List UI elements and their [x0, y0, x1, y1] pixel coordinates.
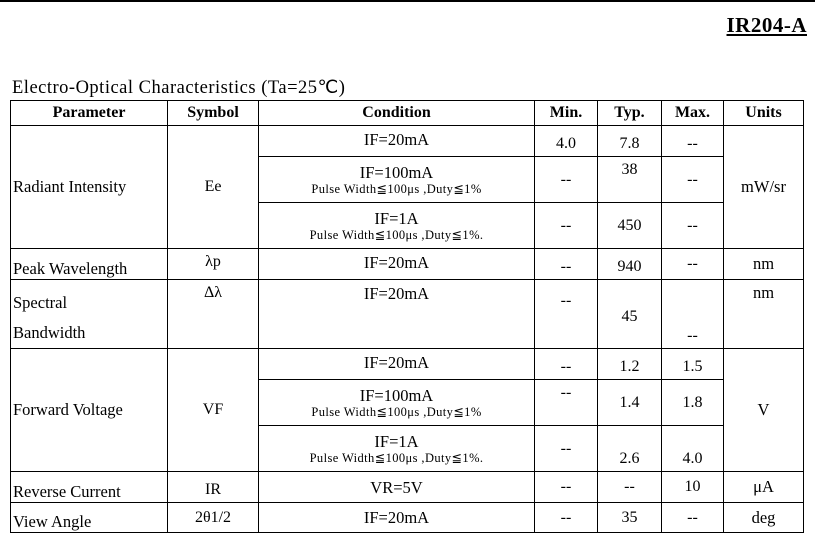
typ-cell: 45	[598, 280, 662, 349]
condition-sub: Pulse Width≦100μs ,Duty≦1%	[311, 404, 482, 419]
param-peak-wavelength: Peak Wavelength	[11, 249, 168, 280]
typ-cell: 38	[598, 157, 662, 203]
condition-cell	[259, 157, 535, 203]
units-v: V	[724, 349, 804, 472]
min-cell: --	[535, 203, 598, 249]
symbol-2theta: 2θ1/2	[168, 503, 259, 533]
symbol-ee: Ee	[168, 126, 259, 249]
units-nm: nm	[724, 249, 804, 280]
max-cell: 4.0	[662, 426, 724, 472]
typ-cell: --	[598, 472, 662, 503]
min-cell: --	[535, 157, 598, 203]
condition-main: IF=20mA	[363, 253, 430, 272]
param-forward-voltage: Forward Voltage	[11, 349, 168, 472]
table-row	[11, 249, 804, 280]
units-mw-sr: mW/sr	[724, 126, 804, 249]
symbol-ir: IR	[168, 472, 259, 503]
typ-cell: 940	[598, 249, 662, 280]
top-rule	[0, 0, 815, 2]
header-max: Max.	[662, 101, 724, 126]
max-cell: --	[662, 280, 724, 349]
symbol-delta-lambda: Δλ	[168, 280, 259, 349]
min-cell: --	[535, 472, 598, 503]
condition-cell	[259, 349, 535, 380]
units-ua: μA	[724, 472, 804, 503]
min-cell: --	[535, 249, 598, 280]
condition-main: IF=1A	[374, 208, 419, 228]
symbol-lambda-p: λp	[168, 249, 259, 280]
condition-main: IF=100mA	[359, 162, 434, 182]
max-cell: --	[662, 157, 724, 203]
condition-main: IF=20mA	[363, 130, 430, 149]
typ-cell: 450	[598, 203, 662, 249]
part-number: IR204-A	[726, 13, 807, 37]
condition-main: VR=5V	[370, 477, 423, 497]
param-view-angle: View Angle	[11, 503, 168, 533]
typ-cell: 7.8	[598, 126, 662, 157]
table-row	[11, 280, 804, 349]
table-row	[11, 349, 804, 380]
symbol-text: VF	[202, 401, 224, 418]
header-min: Min.	[535, 101, 598, 126]
condition-main: IF=1A	[374, 431, 419, 451]
condition-main: IF=20mA	[363, 508, 430, 527]
electro-optical-table	[10, 100, 804, 533]
header-row	[11, 101, 804, 126]
condition-main: IF=20mA	[363, 284, 430, 303]
condition-cell	[259, 203, 535, 249]
condition-cell	[259, 126, 535, 157]
typ-cell: 2.6	[598, 426, 662, 472]
typ-cell: 1.2	[598, 349, 662, 380]
param-radiant-intensity: Radiant Intensity	[11, 126, 168, 249]
param-spectral-bandwidth	[11, 280, 168, 349]
max-cell: 1.8	[662, 380, 724, 426]
header-symbol: Symbol	[168, 101, 259, 126]
table-row	[11, 126, 804, 157]
max-cell: --	[662, 203, 724, 249]
units-deg: deg	[724, 503, 804, 533]
condition-sub: Pulse Width≦100μs ,Duty≦1%.	[309, 450, 484, 465]
symbol-vf	[168, 349, 259, 472]
header-units: Units	[724, 101, 804, 126]
condition-cell	[259, 249, 535, 280]
param-line-2: Bandwidth	[13, 323, 86, 342]
min-cell: --	[535, 380, 598, 426]
condition-sub: Pulse Width≦100μs ,Duty≦1%.	[309, 227, 484, 242]
header-parameter: Parameter	[11, 101, 168, 126]
param-line-1: Spectral	[13, 293, 68, 312]
param-reverse-current: Reverse Current	[11, 472, 168, 503]
min-cell: 4.0	[535, 126, 598, 157]
typ-cell: 1.4	[598, 380, 662, 426]
table-row	[11, 472, 804, 503]
condition-cell	[259, 280, 535, 349]
condition-cell	[259, 380, 535, 426]
units-nm: nm	[724, 280, 804, 349]
max-cell: 10	[662, 472, 724, 503]
table-row	[11, 503, 804, 533]
min-cell: --	[535, 426, 598, 472]
condition-cell	[259, 503, 535, 533]
min-cell: --	[535, 349, 598, 380]
typ-cell: 35	[598, 503, 662, 533]
section-title: Electro-Optical Characteristics (Ta=25℃)	[12, 78, 346, 98]
header-typ: Typ.	[598, 101, 662, 126]
condition-cell	[259, 426, 535, 472]
max-cell: 1.5	[662, 349, 724, 380]
condition-cell	[259, 472, 535, 503]
min-cell: --	[535, 280, 598, 349]
header-condition: Condition	[259, 101, 535, 126]
max-cell: --	[662, 126, 724, 157]
max-cell: --	[662, 249, 724, 280]
max-cell: --	[662, 503, 724, 533]
min-cell: --	[535, 503, 598, 533]
condition-main: IF=100mA	[359, 385, 434, 405]
condition-main: IF=20mA	[363, 353, 430, 372]
condition-sub: Pulse Width≦100μs ,Duty≦1%	[311, 181, 482, 196]
